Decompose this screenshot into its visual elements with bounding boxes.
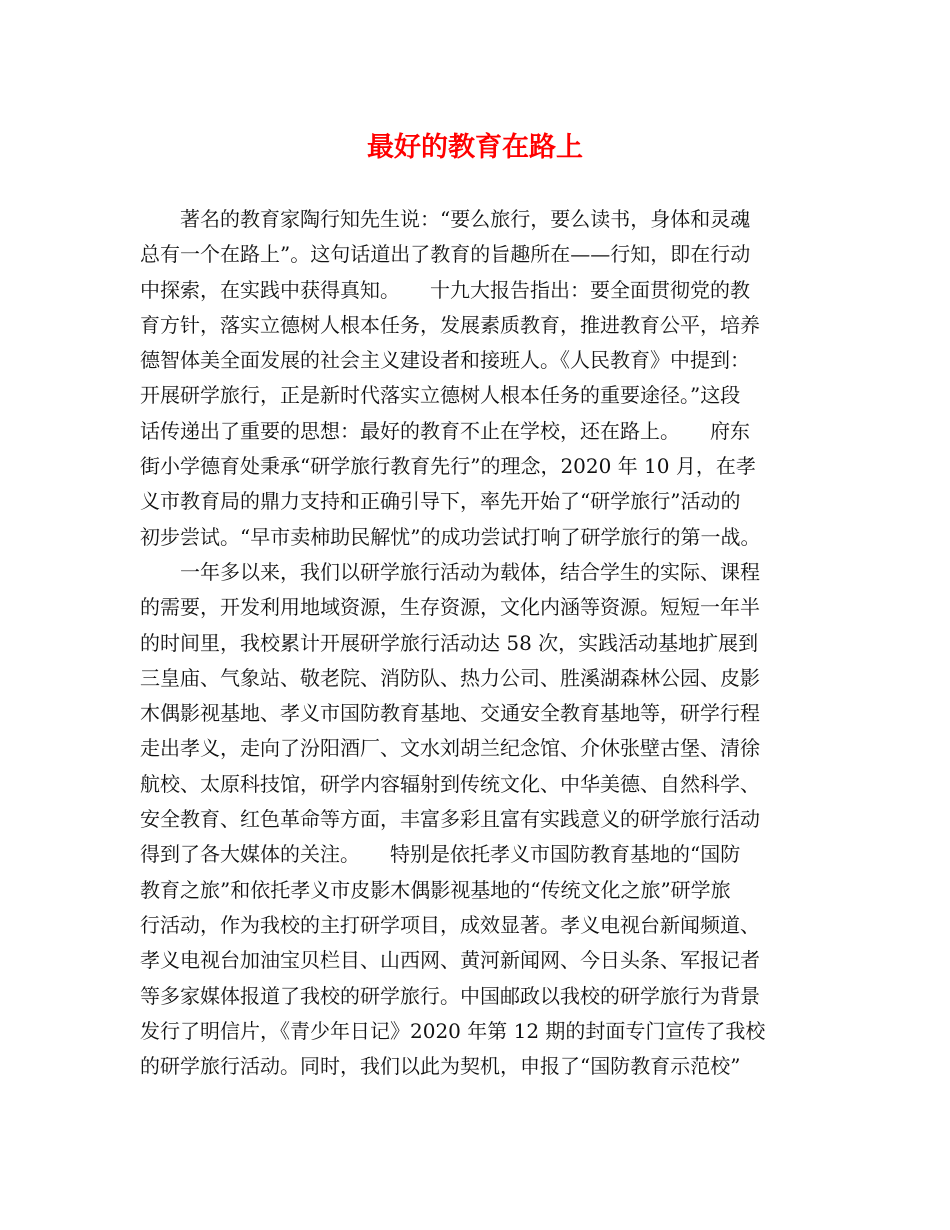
text-line: 的研学旅行活动。同时，我们以此为契机，申报了“国防教育示范校” (140, 1054, 741, 1079)
text-line: 话传递出了重要的思想：最好的教育不止在学校，还在路上。 府东 (140, 418, 750, 443)
text-line: 三皇庙、气象站、敬老院、消防队、热力公司、胜溪湖森林公园、皮影 (140, 665, 760, 690)
text-line: 总有一个在路上”。这句话道出了教育的旨趣所在——行知，即在行动 (140, 242, 751, 267)
text-line: 中探索，在实践中获得真知。 十九大报告指出：要全面贯彻党的教 (140, 277, 750, 302)
text-line: 的时间里，我校累计开展研学旅行活动达 58 次，实践活动基地扩展到 (140, 630, 759, 655)
text-line: 行活动，作为我校的主打研学项目，成效显著。孝义电视台新闻频道、 (140, 912, 760, 937)
text-line: 育方针，落实立德树人根本任务，发展素质教育，推进教育公平，培养 (140, 312, 760, 337)
text-line: 航校、太原科技馆，研学内容辐射到传统文化、中华美德、自然科学、 (140, 771, 760, 796)
text-line: 街小学德育处秉承“研学旅行教育先行”的理念，2020 年 10 月，在孝 (140, 454, 756, 479)
document-body (140, 202, 820, 1084)
text-line: 教育之旅”和依托孝义市皮影木偶影视基地的“传统文化之旅”研学旅 (140, 877, 731, 902)
text-line: 得到了各大媒体的关注。 特别是依托孝义市国防教育基地的“国防 (140, 842, 741, 867)
text-line: 德智体美全面发展的社会主义建设者和接班人。《人民教育》中提到： (140, 348, 750, 373)
text-line: 发行了明信片，《青少年日记》2020 年第 12 期的封面专门宣传了我校 (140, 1018, 766, 1043)
text-line: 开展研学旅行，正是新时代落实立德树人根本任务的重要途径。”这段 (140, 383, 741, 408)
text-line: 的需要，开发利用地域资源，生存资源，文化内涵等资源。短短一年半 (140, 595, 760, 620)
text-line: 走出孝义，走向了汾阳酒厂、文水刘胡兰纪念馆、介休张壁古堡、清徐 (140, 736, 760, 761)
text-line: 安全教育、红色革命等方面，丰富多彩且富有实践意义的研学旅行活动 (140, 807, 760, 832)
text-line: 一年多以来，我们以研学旅行活动为载体，结合学生的实际、课程 (140, 559, 760, 584)
document-title: 最好的教育在路上 (367, 132, 583, 163)
text-line: 等多家媒体报道了我校的研学旅行。中国邮政以我校的研学旅行为背景 (140, 983, 760, 1008)
text-line: 木偶影视基地、孝义市国防教育基地、交通安全教育基地等，研学行程 (140, 701, 760, 726)
text-line: 孝义电视台加油宝贝栏目、山西网、黄河新闻网、今日头条、军报记者 (140, 948, 760, 973)
text-line: 义市教育局的鼎力支持和正确引导下，率先开始了“研学旅行”活动的 (140, 489, 741, 514)
text-line: 著名的教育家陶行知先生说：“要么旅行，要么读书，身体和灵魂 (140, 207, 751, 231)
text-line: 初步尝试。“早市卖柿助民解忧”的成功尝试打响了研学旅行的第一战。 (140, 524, 761, 549)
